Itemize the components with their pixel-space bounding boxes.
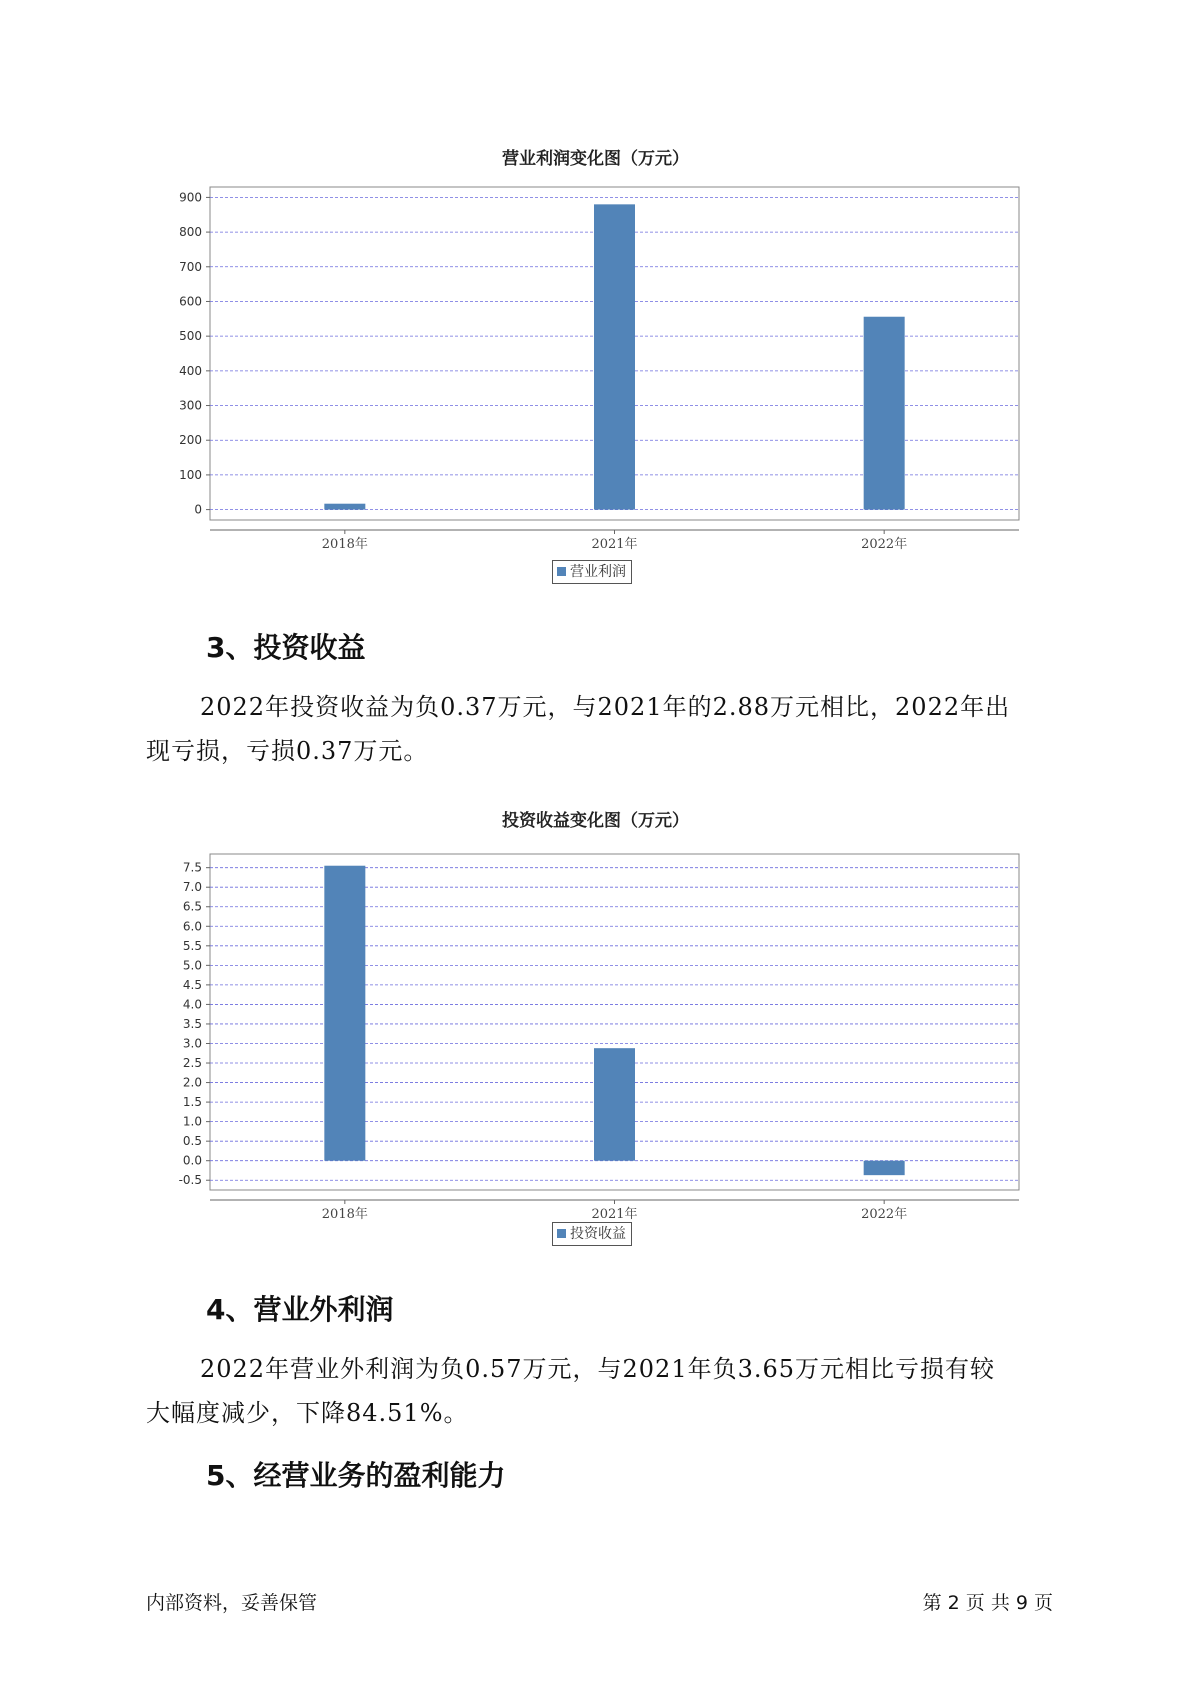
y-tick-label: 400 [179,363,202,378]
y-tick-label: 200 [179,433,202,448]
y-tick-label: 700 [179,259,202,274]
x-tick-label: 2022年 [861,537,908,552]
y-tick-label: 600 [179,294,202,309]
y-tick-label: 300 [179,398,202,413]
bar-2021年 [594,1048,635,1161]
y-tick-label: 2.5 [182,1056,202,1071]
footer-left: 内部资料，妥善保管 [146,1592,318,1614]
bar-2018年 [324,504,365,510]
section-4-heading: 4、营业外利润 [206,1293,394,1326]
chart2-investment-income [0,830,1191,1250]
y-tick-label: 2.0 [182,1075,202,1090]
section-4-para-line2: 大幅度减少，下降84.51%。 [146,1399,469,1427]
bar-2022年 [864,1161,905,1175]
y-tick-label: 800 [179,225,202,240]
bar-2021年 [594,204,635,509]
section-3-para-line1: 2022年投资收益为负0.37万元，与2021年的2.88万元相比，2022年出 [200,693,1011,721]
y-tick-label: 4.0 [182,997,202,1012]
y-tick-label: 100 [179,467,202,482]
bar-2018年 [324,866,365,1161]
chart1-title: 营业利润变化图（万元） [502,149,689,169]
chart1-legend-label: 营业利润 [570,564,626,580]
y-tick-label: -0.5 [178,1173,202,1188]
chart2-title: 投资收益变化图（万元） [502,811,689,831]
y-tick-label: 0.0 [182,1153,202,1168]
section-4-para-line1: 2022年营业外利润为负0.57万元，与2021年负3.65万元相比亏损有较 [200,1355,996,1383]
x-tick-label: 2018年 [321,1207,368,1222]
x-tick-label: 2021年 [591,537,638,552]
legend-swatch [557,1229,566,1238]
chart1-operating-profit [0,160,1191,580]
footer-page-number: 第 2 页 共 9 页 [922,1592,1053,1614]
y-tick-label: 5.0 [182,958,202,973]
y-tick-label: 0.5 [182,1134,202,1149]
legend-swatch [557,567,566,576]
chart1-legend [552,560,632,584]
bar-2022年 [864,317,905,510]
y-tick-label: 7.0 [182,880,202,895]
chart2-legend [552,1222,632,1246]
chart2-legend-label: 投资收益 [570,1226,626,1242]
y-tick-label: 6.0 [182,919,202,934]
y-tick-label: 500 [179,329,202,344]
section-3-para-line2: 现亏损，亏损0.37万元。 [146,737,429,765]
section-5-heading: 5、经营业务的盈利能力 [206,1459,506,1492]
y-tick-label: 3.0 [182,1036,202,1051]
y-tick-label: 7.5 [182,860,202,875]
y-tick-label: 5.5 [182,938,202,953]
x-tick-label: 2021年 [591,1207,638,1222]
y-tick-label: 1.0 [182,1114,202,1129]
y-tick-label: 4.5 [182,977,202,992]
x-tick-label: 2018年 [321,537,368,552]
y-tick-label: 0 [194,502,202,517]
y-tick-label: 1.5 [182,1095,202,1110]
x-tick-label: 2022年 [861,1207,908,1222]
y-tick-label: 6.5 [182,899,202,914]
y-tick-label: 3.5 [182,1016,202,1031]
y-tick-label: 900 [179,190,202,205]
section-3-heading: 3、投资收益 [206,631,366,664]
